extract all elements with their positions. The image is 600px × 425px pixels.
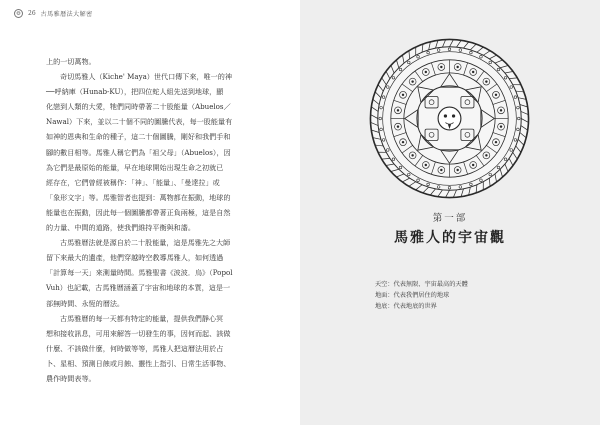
body-line: 什麼、不該做什麼，何時做等等，馬雅人把這曆法用於占 — [46, 343, 224, 353]
body-line: Vuh）也記載，古馬雅曆涵蓋了宇宙和地球的本質，這是一 — [46, 283, 231, 293]
body-line: 「象形文字」等。馬雅智者也提到：萬物都在振動，地球的 — [46, 192, 231, 202]
body-line: 經存在，它們曾經被稱作：「神」、「能量」、「曼達拉」或 — [46, 177, 220, 187]
body-line: 如神的恩典和生命的種子，這二十個圖騰，剛好和我們手和 — [46, 132, 231, 142]
body-line: 上的一切萬物。 — [46, 57, 96, 66]
part-label: 第一部 — [432, 213, 468, 224]
body-line: 為它們是最原始的能量，早在地球開始出現生命之初就已 — [46, 162, 224, 172]
body-line: 化戀到人類的大愛，牠們同時帶著二十股能量（Abuelos／ — [46, 102, 231, 112]
page-header — [14, 9, 93, 18]
cosmos-legend — [375, 279, 575, 312]
legend-item-underworld: 地底：代表地底的世界 — [375, 303, 437, 310]
body-line: 的力量、中間的道路，使我們維持平衡與和諧。 — [46, 223, 195, 233]
body-line: 「計算每一天」來測量時間。馬雅聖書《波波．烏》（Popol — [46, 268, 233, 278]
body-text — [46, 54, 278, 386]
page-number: 26 — [28, 10, 36, 17]
body-line: 想和接收訊息，可用來解答一切發生的事，因何而起、該做 — [46, 328, 231, 338]
body-line: 古馬雅曆的每一天都有特定的能量，提供我們靜心冥 — [60, 313, 224, 323]
body-line: Nawal）下來，並以二十個不同的圖騰代表，每一股能量有 — [46, 117, 233, 127]
legend-item-ground: 地面：代表我們居住的地球 — [375, 292, 450, 299]
aztec-calendar-stone-icon — [368, 37, 531, 200]
body-line: 留下來最大的遺產，他們穿越時空教導馬雅人，如何透過 — [46, 253, 224, 263]
running-title: 古馬雅曆法大解密 — [40, 11, 93, 18]
body-line: 腳的數目相等。馬雅人稱它們為「祖父母」（Abuelos），因 — [46, 147, 231, 157]
body-line: 部無時間、永恆的曆法。 — [46, 298, 125, 308]
body-line: ──呼納庫（Hunab-KU），把四位蛇人組先送到地球，顯 — [46, 87, 224, 97]
emblem-icon: ❂ — [14, 9, 23, 18]
part-title: 馬雅人的宇宙觀 — [394, 230, 506, 246]
right-page — [300, 0, 600, 425]
body-line: 古馬雅曆法就是源自於二十股能量，這是馬雅先之大師 — [60, 238, 231, 248]
body-line: 奇切馬雅人（Kiche' Maya）世代口傳下來，唯一的神 — [60, 72, 232, 82]
body-line: 農作時間表等。 — [46, 373, 96, 383]
legend-item-sky: 天空：代表無限、宇宙最高的天體 — [375, 281, 468, 288]
body-line: 卜、星相、預測日蝕或月蝕、靈性上指引、日常生活事物、 — [46, 358, 231, 368]
body-line: 能量也在振動，因此每一個圖騰都帶著正負兩極，這是自然 — [46, 207, 231, 217]
